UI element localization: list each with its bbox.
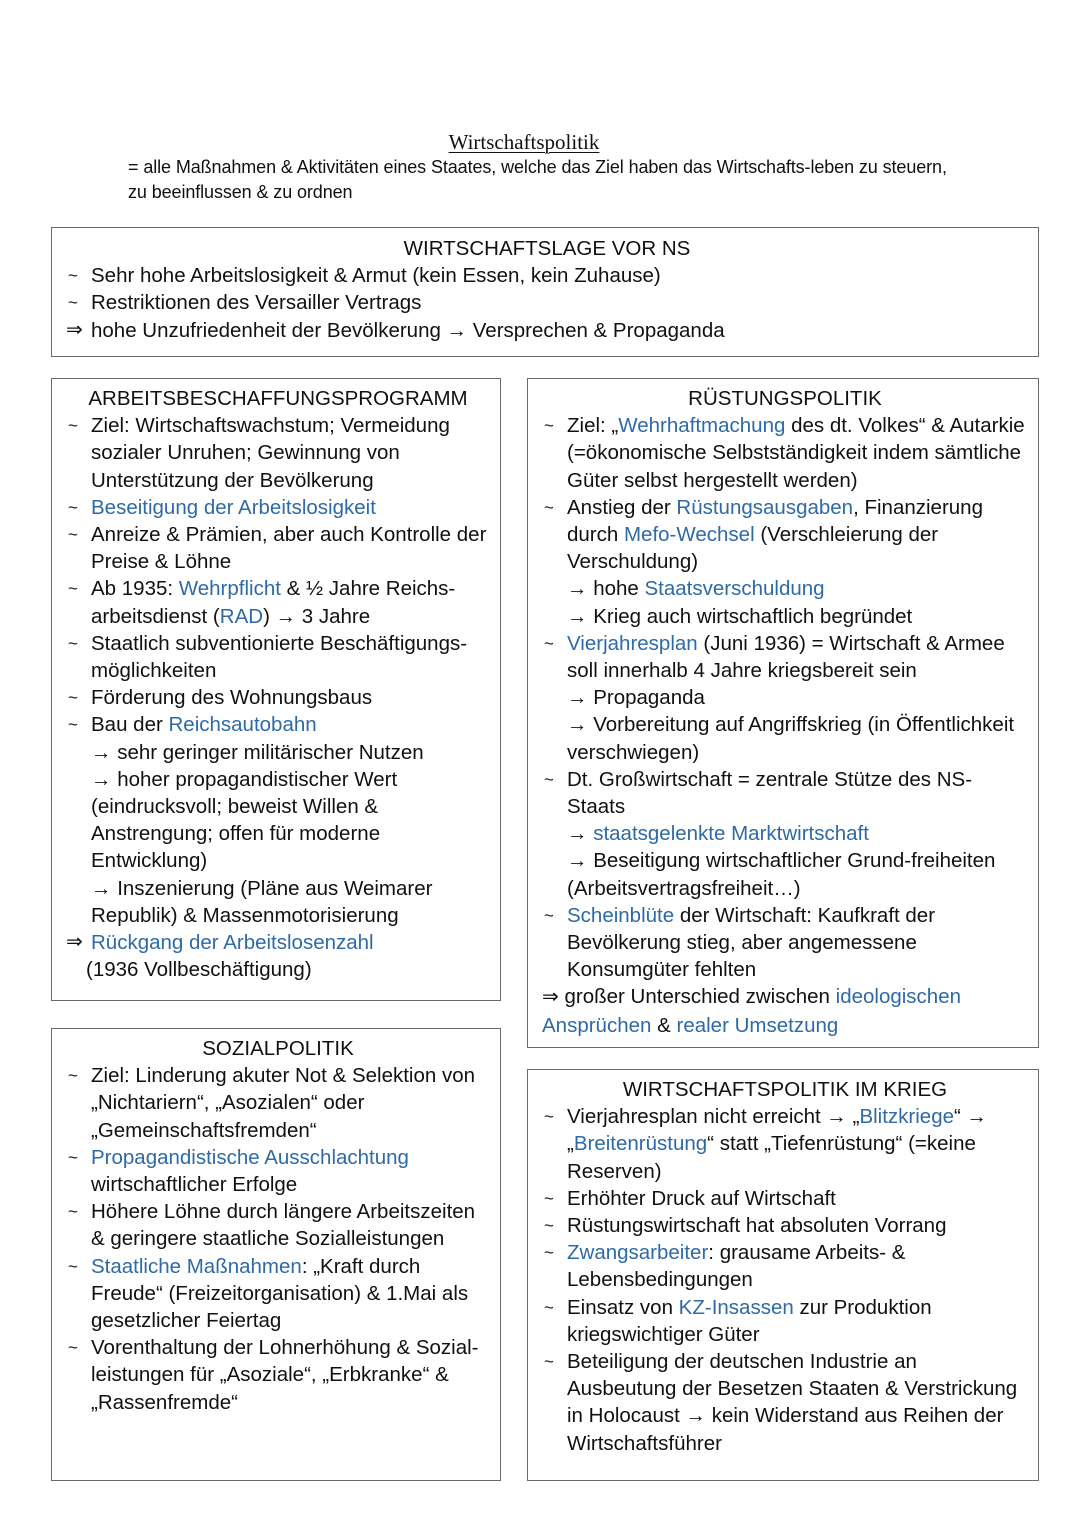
list-item: ~ Scheinblüte der Wirtschaft: Kaufkraft der Bevölkerung stieg, aber angemessene Konsumgüter fehlten bbox=[544, 903, 936, 982]
implies-arrow-icon: ⇒ bbox=[66, 931, 83, 954]
tilde-bullet-icon: ~ bbox=[544, 497, 554, 517]
section-title: WIRTSCHAFTSLAGE VOR NS bbox=[403, 237, 691, 260]
result-note: (1936 Vollbeschäftigung) bbox=[86, 958, 312, 982]
tilde-bullet-icon: ~ bbox=[544, 769, 554, 789]
section-ruestungspolitik bbox=[527, 378, 1039, 1048]
result-item bbox=[66, 929, 490, 956]
sub-item: → Beseitigung wirtschaftlicher Grund-freiheiten (Arbeitsvertragsfreiheit…) bbox=[567, 849, 996, 900]
tilde-bullet-icon: ~ bbox=[544, 905, 554, 925]
tilde-bullet-icon: ~ bbox=[68, 579, 78, 599]
tilde-bullet-icon: ~ bbox=[68, 525, 78, 545]
result-item: ⇒ hohe Unzufriedenheit der Bevölkerung → Versprechen & Propaganda bbox=[66, 317, 1028, 344]
section-title: RÜSTUNGSPOLITIK bbox=[688, 387, 882, 410]
page-title bbox=[0, 129, 1048, 155]
sub-item: → Krieg auch wirtschaftlich begründet bbox=[567, 604, 913, 628]
tilde-bullet-icon: ~ bbox=[544, 1216, 554, 1236]
list-item: ~ Bau der Reichsautobahn bbox=[66, 711, 490, 738]
tilde-bullet-icon: ~ bbox=[544, 1297, 554, 1317]
list-item: ~ Zwangsarbeiter: grausame Arbeits- & Lebensbedingungen bbox=[544, 1241, 906, 1292]
highlight-term: Blitzkriege bbox=[859, 1105, 955, 1129]
highlight-term: Wehrpflicht bbox=[178, 577, 281, 601]
tilde-bullet-icon: ~ bbox=[544, 1352, 554, 1372]
list-item: ~ Vierjahresplan nicht erreicht → „Blitzkriege“ → „Breitenrüstung“ statt „Tiefenrüstung“ (=keine Reserven) bbox=[544, 1105, 988, 1183]
list-item: ~ Anreize & Prämien, aber auch Kontrolle der Preise & Löhne bbox=[68, 523, 487, 574]
highlight-term: realer Umsetzung bbox=[676, 1013, 839, 1037]
highlight-term: Propagandistische Ausschlachtung bbox=[91, 1145, 409, 1169]
highlight-term: Staatsverschuldung bbox=[644, 577, 825, 601]
page-title-text: Wirtschaftspolitik bbox=[448, 130, 600, 154]
list-item: ~ Dt. Großwirtschaft = zentrale Stütze des NS-Staats bbox=[544, 767, 973, 819]
section-title: WIRTSCHAFTSPOLITIK IM KRIEG bbox=[622, 1078, 948, 1101]
tilde-bullet-icon: ~ bbox=[68, 293, 78, 313]
list-item: ~ Staatliche Maßnahmen: „Kraft durch Freude“ (Freizeitorganisation) & 1.Mai als gesetzlicher Feiertag bbox=[68, 1254, 469, 1333]
tilde-bullet-icon: ~ bbox=[68, 715, 78, 735]
tilde-bullet-icon: ~ bbox=[68, 266, 78, 286]
list-item: ~ Höhere Löhne durch längere Arbeitszeiten & geringere staatliche Sozialleistungen bbox=[68, 1200, 476, 1251]
highlight-term: Beseitigung der Arbeitslosigkeit bbox=[91, 495, 376, 519]
tilde-bullet-icon: ~ bbox=[544, 1243, 554, 1263]
section-title: SOZIALPOLITIK bbox=[202, 1037, 354, 1060]
highlight-term: Reichsautobahn bbox=[168, 713, 317, 737]
highlight-term: Rüstungsausgaben bbox=[676, 495, 854, 519]
list-item: ~ Rüstungswirtschaft hat absoluten Vorrang bbox=[542, 1212, 1028, 1239]
sub-item: → hohe Staatsverschuldung bbox=[567, 577, 825, 601]
highlight-term: Scheinblüte bbox=[567, 903, 675, 927]
tilde-bullet-icon: ~ bbox=[68, 497, 78, 517]
sub-item: → Inszenierung (Pläne aus Weimarer Republik) & Massenmotorisierung bbox=[91, 876, 433, 927]
tilde-bullet-icon: ~ bbox=[544, 633, 554, 653]
list-item: ~ Ziel: „Wehrhaftmachung des dt. Volkes“ & Autarkie (=ökonomische Selbstständigkeit indem sämtliche Güter selbst hergestellt werden) bbox=[544, 414, 1025, 492]
list-item: ~ Ziel: Linderung akuter Not & Selektion von „Nichtariern“, „Asozialen“ oder „Gemeinschaftsfremden“ bbox=[68, 1064, 476, 1142]
section-wirtschaftslage-vor-ns bbox=[51, 227, 1039, 357]
list-item: ~ Sehr hohe Arbeitslosigkeit & Armut (kein Essen, kein Zuhause) bbox=[66, 262, 1028, 289]
list-item: ~ Einsatz von KZ-Insassen zur Produktion kriegswichtiger Güter bbox=[544, 1295, 932, 1346]
highlight-term: Breitenrüstung bbox=[573, 1132, 708, 1156]
section-wirtschaftspolitik-im-krieg bbox=[527, 1069, 1039, 1481]
section-arbeitsbeschaffungsprogramm bbox=[51, 378, 501, 1001]
tilde-bullet-icon: ~ bbox=[68, 688, 78, 708]
tilde-bullet-icon: ~ bbox=[544, 1107, 554, 1127]
list-item: ~ Beteiligung der deutschen Industrie an Ausbeutung der Besetzen Staaten & Verstrickung in Holocaust → kein Widerstand aus Reihen der Wirtschaftsführer bbox=[544, 1350, 1018, 1455]
list-item: ~ Vierjahresplan (Juni 1936) = Wirtschaft & Armee soll innerhalb 4 Jahre kriegsbereit sein bbox=[544, 631, 1005, 683]
tilde-bullet-icon: ~ bbox=[68, 1202, 78, 1222]
highlight-term: Zwangsarbeiter bbox=[567, 1241, 709, 1265]
list-item: ~ Förderung des Wohnungsbaus bbox=[66, 684, 490, 711]
result-item: ⇒ großer Unterschied zwischen ideologischen Ansprüchen & realer Umsetzung bbox=[542, 985, 962, 1037]
list-item bbox=[66, 494, 490, 521]
list-item: ~ Anstieg der Rüstungsausgaben, Finanzierung durch Mefo-Wechsel (Verschleierung der Verschuldung) bbox=[544, 495, 983, 574]
highlight-term: Mefo-Wechsel bbox=[623, 523, 755, 547]
definition-text: = alle Maßnahmen & Aktivitäten eines Staates, welche das Ziel haben das Wirtschafts-leben zu steuern, zu beeinflussen & zu ordnen bbox=[128, 157, 947, 202]
list-item: ~ Staatlich subventionierte Beschäftigungs-möglichkeiten bbox=[68, 631, 468, 683]
highlight-term: Vierjahresplan bbox=[567, 631, 698, 655]
section-title: ARBEITSBESCHAFFUNGSPROGRAMM bbox=[88, 387, 468, 410]
highlight-term: Wehrhaftmachung bbox=[618, 414, 786, 438]
tilde-bullet-icon: ~ bbox=[68, 1066, 78, 1086]
implies-arrow-icon: ⇒ bbox=[66, 318, 83, 341]
tilde-bullet-icon: ~ bbox=[68, 1338, 78, 1358]
sub-item: → staatsgelenkte Marktwirtschaft bbox=[567, 822, 869, 846]
sub-item: → hoher propagandistischer Wert (eindrucksvoll; beweist Willen & Anstrengung; offen für moderne Entwicklung) bbox=[91, 767, 398, 873]
highlight-term: staatsgelenkte Marktwirtschaft bbox=[593, 822, 869, 846]
tilde-bullet-icon: ~ bbox=[68, 633, 78, 653]
list-item: ~ Propagandistische Ausschlachtung wirtschaftlicher Erfolge bbox=[68, 1145, 409, 1197]
tilde-bullet-icon: ~ bbox=[68, 1147, 78, 1167]
list-item: ~ Ab 1935: Wehrpflicht & ½ Jahre Reichs-arbeitsdienst (RAD) → 3 Jahre bbox=[68, 577, 456, 628]
list-item: ~ Vorenthaltung der Lohnerhöhung & Sozial-leistungen für „Asoziale“, „Erbkranke“ & „Rassenfremde“ bbox=[68, 1336, 479, 1414]
sub-item: → Vorbereitung auf Angriffskrieg (in Öffentlichkeit verschwiegen) bbox=[567, 713, 1015, 764]
sub-item: → Propaganda bbox=[567, 686, 705, 710]
sub-item: → sehr geringer militärischer Nutzen bbox=[91, 740, 424, 764]
tilde-bullet-icon: ~ bbox=[68, 416, 78, 436]
list-item: ~ Restriktionen des Versailler Vertrags bbox=[66, 289, 1028, 316]
highlight-term: Staatliche Maßnahmen bbox=[91, 1254, 302, 1278]
list-item: ~ Erhöhter Druck auf Wirtschaft bbox=[542, 1185, 1028, 1212]
highlight-term: Rückgang der Arbeitslosenzahl bbox=[91, 931, 374, 955]
implies-arrow-icon: ⇒ bbox=[542, 986, 559, 1009]
tilde-bullet-icon: ~ bbox=[68, 1256, 78, 1276]
highlight-term: ideologischen Ansprüchen bbox=[542, 985, 962, 1037]
section-sozialpolitik bbox=[51, 1028, 501, 1481]
highlight-term: RAD bbox=[219, 604, 264, 628]
tilde-bullet-icon: ~ bbox=[544, 1188, 554, 1208]
highlight-term: KZ-Insassen bbox=[678, 1295, 794, 1319]
tilde-bullet-icon: ~ bbox=[544, 416, 554, 436]
list-item: ~ Ziel: Wirtschaftswachstum; Vermeidung sozialer Unruhen; Gewinnung von Unterstützung der Bevölkerung bbox=[68, 414, 450, 492]
